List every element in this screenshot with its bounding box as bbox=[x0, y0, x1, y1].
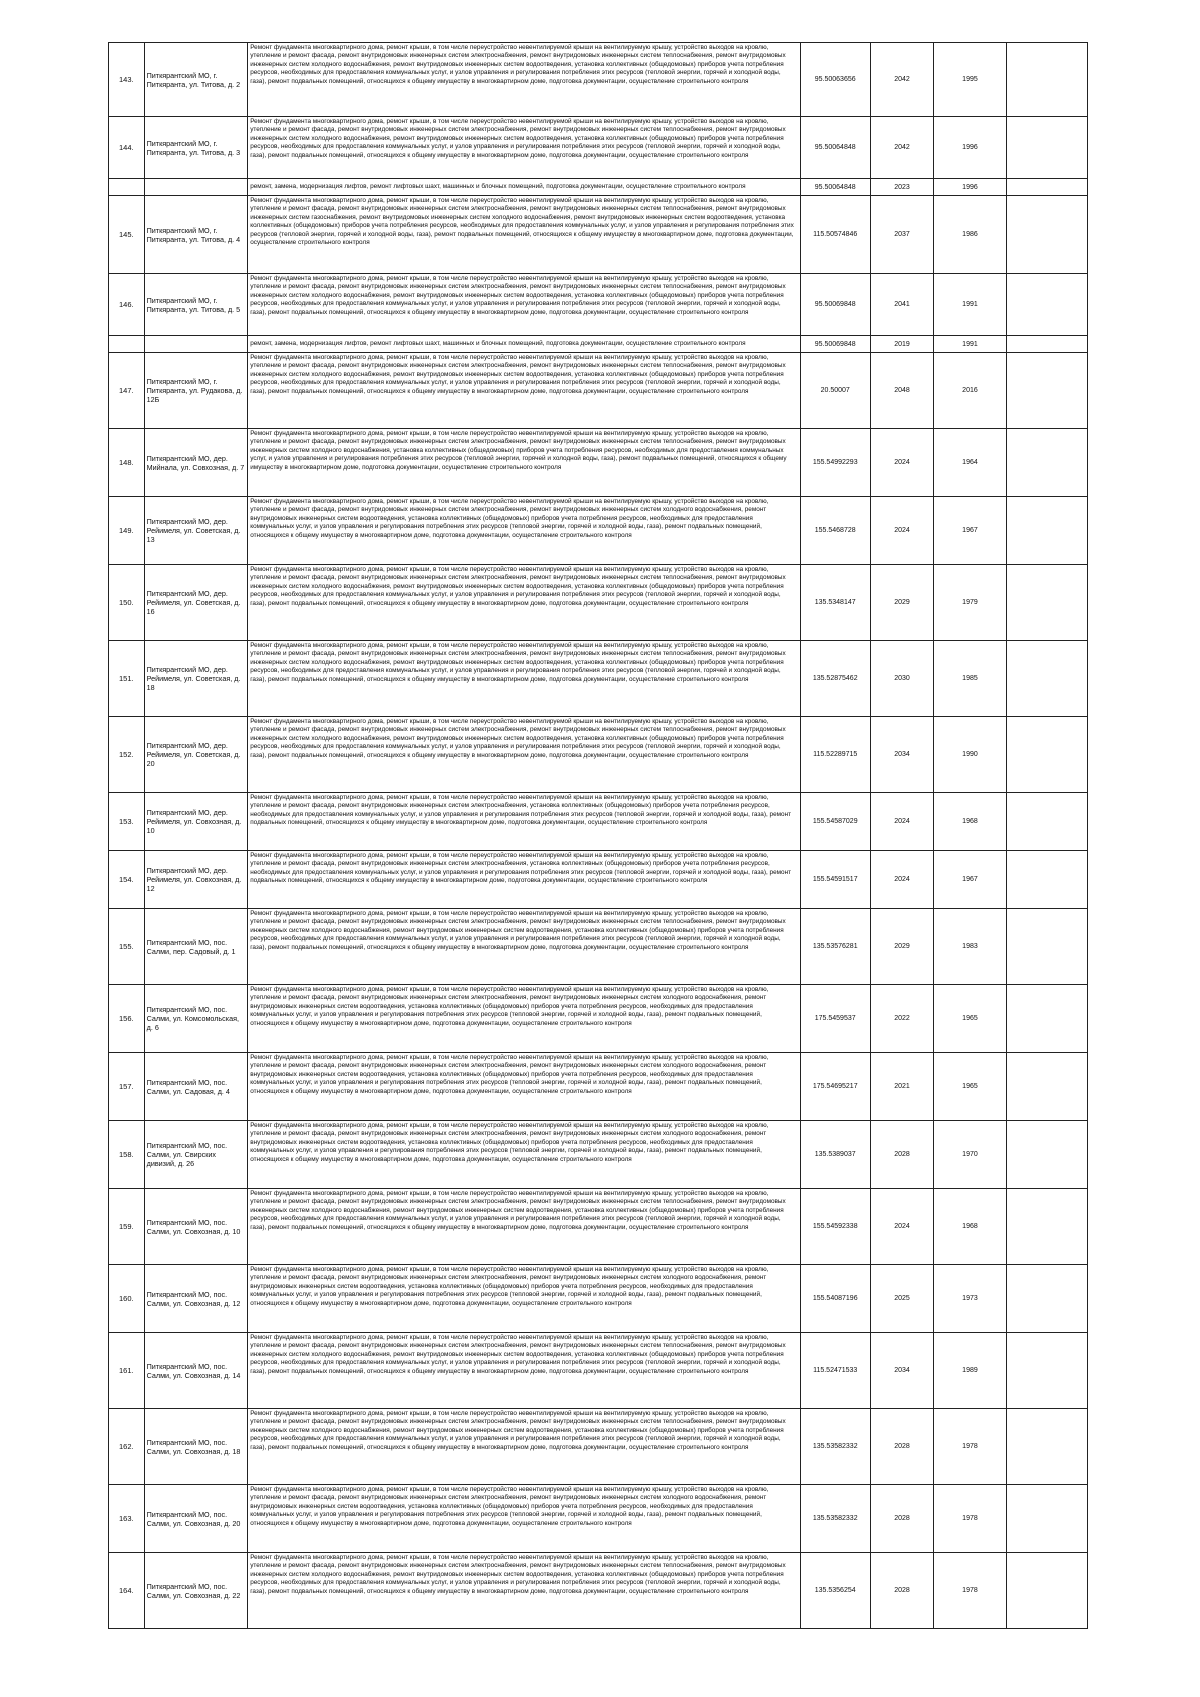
planned-year-cell: 2024 bbox=[870, 793, 933, 851]
row-number: 143. bbox=[109, 43, 145, 117]
works-description-cell: Ремонт фундамента многоквартирного дома, ремонт крыши, в том числе переустройство невентилируемой крыши на вентилируемую крышу, устройство выходов на кровлю, утепление и ремонт фасада, ремонт внутридомовых инженерных систем электроснабжения, ремонт внутридомовых инженерных систем теплоснабжения, ремонт внутридомовых инженерных систем холодного водоснабжения, ремонт внутридомовых инженерных систем водоотведения, установка коллективных (общедомовых) приборов учета потребления ресурсов, необходимых для предоставления коммунальных услуг, и узлов управления и регулирования потребления этих ресурсов (тепловой энергии, горячей и холодной воды, газа), ремонт подвальных помещений, относящихся к общему имуществу в многоквартирном доме, подготовка документации, осуществление строительного контроля bbox=[248, 1189, 800, 1265]
table-row bbox=[109, 1409, 1088, 1485]
address-cell: Питкярантский МО, пос. Салми, ул. Совхозная, д. 22 bbox=[144, 1553, 248, 1629]
works-description-cell: Ремонт фундамента многоквартирного дома, ремонт крыши, в том числе переустройство невентилируемой крыши на вентилируемую крышу, устройство выходов на кровлю, утепление и ремонт фасада, ремонт внутридомовых инженерных систем электроснабжения, ремонт внутридомовых инженерных систем холодного водоснабжения, ремонт внутридомовых инженерных систем водоотведения, установка коллективных (общедомовых) приборов учета потребления ресурсов, необходимых для предоставления коммунальных услуг, и узлов управления и регулирования потребления этих ресурсов (тепловой энергии, горячей и холодной воды, газа), ремонт подвальных помещений, относящихся к общему имуществу в многоквартирном доме, подготовка документации, осуществление строительного контроля bbox=[248, 1121, 800, 1189]
cost-per-sqm-cell: 155.54592338 bbox=[800, 1189, 870, 1265]
year-built-cell: 1983 bbox=[934, 909, 1006, 985]
works-description-cell: Ремонт фундамента многоквартирного дома, ремонт крыши, в том числе переустройство невентилируемой крыши на вентилируемую крышу, устройство выходов на кровлю, утепление и ремонт фасада, ремонт внутридомовых инженерных систем электроснабжения, ремонт внутридомовых инженерных систем холодного водоснабжения, ремонт внутридомовых инженерных систем водоотведения, установка коллективных (общедомовых) приборов учета потребления ресурсов, необходимых для предоставления коммунальных услуг, и узлов управления и регулирования потребления этих ресурсов (тепловой энергии, горячей и холодной воды, газа), ремонт подвальных помещений, относящихся к общему имуществу в многоквартирном доме, подготовка документации, осуществление строительного контроля bbox=[248, 1265, 800, 1333]
year-built-cell: 1991 bbox=[934, 274, 1006, 336]
address-cell: Питкярантский МО, пос. Салми, ул. Совхозная, д. 18 bbox=[144, 1409, 248, 1485]
year-built-cell: 1996 bbox=[934, 179, 1006, 196]
row-number: 164. bbox=[109, 1553, 145, 1629]
cost-per-sqm-cell: 135.53582332 bbox=[800, 1409, 870, 1485]
planned-year-cell: 2022 bbox=[870, 985, 933, 1053]
cost-per-sqm-cell: 155.5468728 bbox=[800, 497, 870, 565]
table-row bbox=[109, 179, 1088, 196]
year-built-cell: 1965 bbox=[934, 1053, 1006, 1121]
year-built-cell: 1986 bbox=[934, 196, 1006, 274]
year-built-cell: 1967 bbox=[934, 851, 1006, 909]
works-description-cell: Ремонт фундамента многоквартирного дома, ремонт крыши, в том числе переустройство невентилируемой крыши на вентилируемую крышу, устройство выходов на кровлю, утепление и ремонт фасада, ремонт внутридомовых инженерных систем электроснабжения, ремонт внутридомовых инженерных систем теплоснабжения, ремонт внутридомовых инженерных систем газоснабжения, ремонт внутридомовых инженерных систем холодного водоснабжения, ремонт внутридомовых инженерных систем водоотведения, установка коллективных (общедомовых) приборов учета потребления ресурсов, необходимых для предоставления коммунальных услуг, и узлов управления и регулирования потребления этих ресурсов (тепловой энергии, горячей и холодной воды, газа), ремонт подвальных помещений, относящихся к общему имуществу в многоквартирном доме, подготовка документации, осуществление строительного контроля bbox=[248, 196, 800, 274]
empty-cell bbox=[1006, 497, 1087, 565]
table-row bbox=[109, 851, 1088, 909]
works-description-cell: Ремонт фундамента многоквартирного дома, ремонт крыши, в том числе переустройство невентилируемой крыши на вентилируемую крышу, устройство выходов на кровлю, утепление и ремонт фасада, ремонт внутридомовых инженерных систем электроснабжения, ремонт внутридомовых инженерных систем теплоснабжения, ремонт внутридомовых инженерных систем холодного водоснабжения, ремонт внутридомовых инженерных систем водоотведения, установка коллективных (общедомовых) приборов учета потребления ресурсов, необходимых для предоставления коммунальных услуг, и узлов управления и регулирования потребления этих ресурсов (тепловой энергии, горячей и холодной воды, газа), ремонт подвальных помещений, относящихся к общему имуществу в многоквартирном доме, подготовка документации, осуществление строительного контроля bbox=[248, 274, 800, 336]
works-description-cell: Ремонт фундамента многоквартирного дома, ремонт крыши, в том числе переустройство невентилируемой крыши на вентилируемую крышу, устройство выходов на кровлю, утепление и ремонт фасада, ремонт внутридомовых инженерных систем электроснабжения, ремонт внутридомовых инженерных систем теплоснабжения, ремонт внутридомовых инженерных систем холодного водоснабжения, ремонт внутридомовых инженерных систем водоотведения, установка коллективных (общедомовых) приборов учета потребления ресурсов, необходимых для предоставления коммунальных услуг, и узлов управления и регулирования потребления этих ресурсов (тепловой энергии, горячей и холодной воды, газа), ремонт подвальных помещений, относящихся к общему имуществу в многоквартирном доме, подготовка документации, осуществление строительного контроля bbox=[248, 43, 800, 117]
year-built-cell: 1991 bbox=[934, 336, 1006, 353]
works-description-cell: Ремонт фундамента многоквартирного дома, ремонт крыши, в том числе переустройство невентилируемой крыши на вентилируемую крышу, устройство выходов на кровлю, утепление и ремонт фасада, ремонт внутридомовых инженерных систем электроснабжения, ремонт внутридомовых инженерных систем холодного водоснабжения, ремонт внутридомовых инженерных систем водоотведения, установка коллективных (общедомовых) приборов учета потребления ресурсов, необходимых для предоставления коммунальных услуг, и узлов управления и регулирования потребления этих ресурсов (тепловой энергии, горячей и холодной воды, газа), ремонт подвальных помещений, относящихся к общему имуществу в многоквартирном доме, подготовка документации, осуществление строительного контроля bbox=[248, 497, 800, 565]
table-row bbox=[109, 353, 1088, 429]
empty-cell bbox=[1006, 1333, 1087, 1409]
table-row bbox=[109, 497, 1088, 565]
row-number: 159. bbox=[109, 1189, 145, 1265]
cost-per-sqm-cell: 155.54587029 bbox=[800, 793, 870, 851]
row-number: 154. bbox=[109, 851, 145, 909]
address-cell: Питкярантский МО, пос. Салми, ул. Совхозная, д. 14 bbox=[144, 1333, 248, 1409]
table-row bbox=[109, 196, 1088, 274]
empty-cell bbox=[1006, 793, 1087, 851]
row-number: 150. bbox=[109, 565, 145, 641]
works-description-cell: Ремонт фундамента многоквартирного дома, ремонт крыши, в том числе переустройство невентилируемой крыши на вентилируемую крышу, устройство выходов на кровлю, утепление и ремонт фасада, ремонт внутридомовых инженерных систем электроснабжения, ремонт внутридомовых инженерных систем теплоснабжения, ремонт внутридомовых инженерных систем холодного водоснабжения, ремонт внутридомовых инженерных систем водоотведения, установка коллективных (общедомовых) приборов учета потребления ресурсов, необходимых для предоставления коммунальных услуг, и узлов управления и регулирования потребления этих ресурсов (тепловой энергии, горячей и холодной воды, газа), ремонт подвальных помещений, относящихся к общему имуществу в многоквартирном доме, подготовка документации, осуществление строительного контроля bbox=[248, 909, 800, 985]
address-cell: Питкярантский МО, пос. Салми, ул. Свирских дивизий, д. 26 bbox=[144, 1121, 248, 1189]
table-row bbox=[109, 117, 1088, 179]
year-built-cell: 1995 bbox=[934, 43, 1006, 117]
year-built-cell: 2016 bbox=[934, 353, 1006, 429]
cost-per-sqm-cell: 115.52471533 bbox=[800, 1333, 870, 1409]
year-built-cell: 1964 bbox=[934, 429, 1006, 497]
planned-year-cell: 2024 bbox=[870, 497, 933, 565]
address-cell: Питкярантский МО, дер. Рейимеля, ул. Совхозная, д. 12 bbox=[144, 851, 248, 909]
row-number: 157. bbox=[109, 1053, 145, 1121]
address-cell bbox=[144, 179, 248, 196]
row-number: 155. bbox=[109, 909, 145, 985]
works-description-cell: Ремонт фундамента многоквартирного дома, ремонт крыши, в том числе переустройство невентилируемой крыши на вентилируемую крышу, устройство выходов на кровлю, утепление и ремонт фасада, ремонт внутридомовых инженерных систем электроснабжения, ремонт внутридомовых инженерных систем теплоснабжения, ремонт внутридомовых инженерных систем холодного водоснабжения, ремонт внутридомовых инженерных систем водоотведения, установка коллективных (общедомовых) приборов учета потребления ресурсов, необходимых для предоставления коммунальных услуг, и узлов управления и регулирования потребления этих ресурсов (тепловой энергии, горячей и холодной воды, газа), ремонт подвальных помещений, относящихся к общему имуществу в многоквартирном доме, подготовка документации, осуществление строительного контроля bbox=[248, 353, 800, 429]
cost-per-sqm-cell: 115.52289715 bbox=[800, 717, 870, 793]
planned-year-cell: 2041 bbox=[870, 274, 933, 336]
works-description-cell: Ремонт фундамента многоквартирного дома, ремонт крыши, в том числе переустройство невентилируемой крыши на вентилируемую крышу, устройство выходов на кровлю, утепление и ремонт фасада, ремонт внутридомовых инженерных систем электроснабжения, ремонт внутридомовых инженерных систем теплоснабжения, ремонт внутридомовых инженерных систем холодного водоснабжения, установка коллективных (общедомовых) приборов учета потребления ресурсов, необходимых для предоставления коммунальных услуг, и узлов управления и регулирования потребления этих ресурсов (тепловой энергии, горячей и холодной воды, газа), ремонт подвальных помещений, относящихся к общему имуществу в многоквартирном доме, подготовка документации, осуществление строительного контроля bbox=[248, 429, 800, 497]
planned-year-cell: 2024 bbox=[870, 429, 933, 497]
works-description-cell: ремонт, замена, модернизация лифтов, ремонт лифтовых шахт, машинных и блочных помещений, подготовка документации, осуществление строительного контроля bbox=[248, 336, 800, 353]
cost-per-sqm-cell: 135.5389037 bbox=[800, 1121, 870, 1189]
works-description-cell: Ремонт фундамента многоквартирного дома, ремонт крыши, в том числе переустройство невентилируемой крыши на вентилируемую крышу, устройство выходов на кровлю, утепление и ремонт фасада, ремонт внутридомовых инженерных систем электроснабжения, ремонт внутридомовых инженерных систем холодного водоснабжения, ремонт внутридомовых инженерных систем водоотведения, установка коллективных (общедомовых) приборов учета потребления ресурсов, необходимых для предоставления коммунальных услуг, и узлов управления и регулирования потребления этих ресурсов (тепловой энергии, горячей и холодной воды, газа), ремонт подвальных помещений, относящихся к общему имуществу в многоквартирном доме, подготовка документации, осуществление строительного контроля bbox=[248, 1053, 800, 1121]
address-cell: Питкярантский МО, пос. Салми, ул. Комсомольская, д. 6 bbox=[144, 985, 248, 1053]
table-row bbox=[109, 717, 1088, 793]
year-built-cell: 1978 bbox=[934, 1553, 1006, 1629]
table-row bbox=[109, 429, 1088, 497]
empty-cell bbox=[1006, 353, 1087, 429]
year-built-cell: 1989 bbox=[934, 1333, 1006, 1409]
address-cell: Питкярантский МО, пос. Салми, ул. Совхозная, д. 12 bbox=[144, 1265, 248, 1333]
row-number: 156. bbox=[109, 985, 145, 1053]
table-row bbox=[109, 1333, 1088, 1409]
table-row bbox=[109, 565, 1088, 641]
row-number bbox=[109, 336, 145, 353]
row-number: 147. bbox=[109, 353, 145, 429]
table-row bbox=[109, 43, 1088, 117]
planned-year-cell: 2042 bbox=[870, 43, 933, 117]
cost-per-sqm-cell: 155.54591517 bbox=[800, 851, 870, 909]
planned-year-cell: 2042 bbox=[870, 117, 933, 179]
empty-cell bbox=[1006, 641, 1087, 717]
address-cell: Питкярантский МО, дер. Рейимеля, ул. Советская, д. 13 bbox=[144, 497, 248, 565]
empty-cell bbox=[1006, 336, 1087, 353]
planned-year-cell: 2023 bbox=[870, 179, 933, 196]
cost-per-sqm-cell: 175.5459537 bbox=[800, 985, 870, 1053]
year-built-cell: 1967 bbox=[934, 497, 1006, 565]
planned-year-cell: 2024 bbox=[870, 851, 933, 909]
planned-year-cell: 2024 bbox=[870, 1189, 933, 1265]
table-row bbox=[109, 336, 1088, 353]
planned-year-cell: 2021 bbox=[870, 1053, 933, 1121]
works-description-cell: Ремонт фундамента многоквартирного дома, ремонт крыши, в том числе переустройство невентилируемой крыши на вентилируемую крышу, устройство выходов на кровлю, утепление и ремонт фасада, ремонт внутридомовых инженерных систем электроснабжения, ремонт внутридомовых инженерных систем теплоснабжения, ремонт внутридомовых инженерных систем холодного водоснабжения, ремонт внутридомовых инженерных систем водоотведения, установка коллективных (общедомовых) приборов учета потребления ресурсов, необходимых для предоставления коммунальных услуг, и узлов управления и регулирования потребления этих ресурсов (тепловой энергии, горячей и холодной воды, газа), ремонт подвальных помещений, относящихся к общему имуществу в многоквартирном доме, подготовка документации, осуществление строительного контроля bbox=[248, 117, 800, 179]
table-row bbox=[109, 1265, 1088, 1333]
cost-per-sqm-cell: 95.50069848 bbox=[800, 274, 870, 336]
address-cell: Питкярантский МО, г. Питкяранта, ул. Рудакова, д. 12Б bbox=[144, 353, 248, 429]
cost-per-sqm-cell: 115.50574846 bbox=[800, 196, 870, 274]
works-description-cell: Ремонт фундамента многоквартирного дома, ремонт крыши, в том числе переустройство невентилируемой крыши на вентилируемую крышу, устройство выходов на кровлю, утепление и ремонт фасада, ремонт внутридомовых инженерных систем электроснабжения, ремонт внутридомовых инженерных систем теплоснабжения, ремонт внутридомовых инженерных систем холодного водоснабжения, ремонт внутридомовых инженерных систем водоотведения, установка коллективных (общедомовых) приборов учета потребления ресурсов, необходимых для предоставления коммунальных услуг, и узлов управления и регулирования потребления этих ресурсов (тепловой энергии, горячей и холодной воды, газа), ремонт подвальных помещений, относящихся к общему имуществу в многоквартирном доме, подготовка документации, осуществление строительного контроля bbox=[248, 1409, 800, 1485]
cost-per-sqm-cell: 155.54992293 bbox=[800, 429, 870, 497]
planned-year-cell: 2028 bbox=[870, 1485, 933, 1553]
table-row bbox=[109, 274, 1088, 336]
address-cell: Питкярантский МО, пос. Салми, ул. Совхозная, д. 10 bbox=[144, 1189, 248, 1265]
row-number: 151. bbox=[109, 641, 145, 717]
empty-cell bbox=[1006, 1485, 1087, 1553]
cost-per-sqm-cell: 95.50063656 bbox=[800, 43, 870, 117]
planned-year-cell: 2030 bbox=[870, 641, 933, 717]
address-cell: Питкярантский МО, дер. Рейимеля, ул. Советская, д. 16 bbox=[144, 565, 248, 641]
empty-cell bbox=[1006, 1265, 1087, 1333]
planned-year-cell: 2029 bbox=[870, 909, 933, 985]
row-number: 144. bbox=[109, 117, 145, 179]
table-row bbox=[109, 793, 1088, 851]
row-number: 152. bbox=[109, 717, 145, 793]
address-cell: Питкярантский МО, пос. Салми, ул. Совхозная, д. 20 bbox=[144, 1485, 248, 1553]
year-built-cell: 1973 bbox=[934, 1265, 1006, 1333]
table-body bbox=[109, 43, 1088, 1629]
row-number: 148. bbox=[109, 429, 145, 497]
empty-cell bbox=[1006, 43, 1087, 117]
table-row bbox=[109, 1121, 1088, 1189]
address-cell: Питкярантский МО, г. Питкяранта, ул. Титова, д. 3 bbox=[144, 117, 248, 179]
planned-year-cell: 2037 bbox=[870, 196, 933, 274]
empty-cell bbox=[1006, 851, 1087, 909]
planned-year-cell: 2025 bbox=[870, 1265, 933, 1333]
table-row bbox=[109, 641, 1088, 717]
address-cell: Питкярантский МО, г. Питкяранта, ул. Титова, д. 4 bbox=[144, 196, 248, 274]
empty-cell bbox=[1006, 1053, 1087, 1121]
cost-per-sqm-cell: 135.52875462 bbox=[800, 641, 870, 717]
works-description-cell: Ремонт фундамента многоквартирного дома, ремонт крыши, в том числе переустройство невентилируемой крыши на вентилируемую крышу, устройство выходов на кровлю, утепление и ремонт фасада, ремонт внутридомовых инженерных систем электроснабжения, ремонт внутридомовых инженерных систем теплоснабжения, ремонт внутридомовых инженерных систем холодного водоснабжения, ремонт внутридомовых инженерных систем водоотведения, установка коллективных (общедомовых) приборов учета потребления ресурсов, необходимых для предоставления коммунальных услуг, и узлов управления и регулирования потребления этих ресурсов (тепловой энергии, горячей и холодной воды, газа), ремонт подвальных помещений, относящихся к общему имуществу в многоквартирном доме, подготовка документации, осуществление строительного контроля bbox=[248, 1333, 800, 1409]
works-description-cell: Ремонт фундамента многоквартирного дома, ремонт крыши, в том числе переустройство невентилируемой крыши на вентилируемую крышу, устройство выходов на кровлю, утепление и ремонт фасада, ремонт внутридомовых инженерных систем электроснабжения, установка коллективных (общедомовых) приборов учета потребления ресурсов, необходимых для предоставления коммунальных услуг, и узлов управления и регулирования потребления этих ресурсов (тепловой энергии, горячей и холодной воды, газа), ремонт подвальных помещений, относящихся к общему имуществу в многоквартирном доме, подготовка документации, осуществление строительного контроля bbox=[248, 851, 800, 909]
row-number: 163. bbox=[109, 1485, 145, 1553]
cost-per-sqm-cell: 95.50064848 bbox=[800, 117, 870, 179]
year-built-cell: 1990 bbox=[934, 717, 1006, 793]
works-description-cell: Ремонт фундамента многоквартирного дома, ремонт крыши, в том числе переустройство невентилируемой крыши на вентилируемую крышу, устройство выходов на кровлю, утепление и ремонт фасада, ремонт внутридомовых инженерных систем электроснабжения, ремонт внутридомовых инженерных систем теплоснабжения, ремонт внутридомовых инженерных систем холодного водоснабжения, ремонт внутридомовых инженерных систем водоотведения, установка коллективных (общедомовых) приборов учета потребления ресурсов, необходимых для предоставления коммунальных услуг, и узлов управления и регулирования потребления этих ресурсов (тепловой энергии, горячей и холодной воды, газа), ремонт подвальных помещений, относящихся к общему имуществу в многоквартирном доме, подготовка документации, осуществление строительного контроля bbox=[248, 1553, 800, 1629]
table-row bbox=[109, 1485, 1088, 1553]
row-number: 146. bbox=[109, 274, 145, 336]
planned-year-cell: 2048 bbox=[870, 353, 933, 429]
planned-year-cell: 2028 bbox=[870, 1121, 933, 1189]
year-built-cell: 1965 bbox=[934, 985, 1006, 1053]
row-number: 162. bbox=[109, 1409, 145, 1485]
works-description-cell: Ремонт фундамента многоквартирного дома, ремонт крыши, в том числе переустройство невентилируемой крыши на вентилируемую крышу, устройство выходов на кровлю, утепление и ремонт фасада, ремонт внутридомовых инженерных систем электроснабжения, ремонт внутридомовых инженерных систем теплоснабжения, ремонт внутридомовых инженерных систем холодного водоснабжения, ремонт внутридомовых инженерных систем водоотведения, установка коллективных (общедомовых) приборов учета потребления ресурсов, необходимых для предоставления коммунальных услуг, и узлов управления и регулирования потребления этих ресурсов (тепловой энергии, горячей и холодной воды, газа), ремонт подвальных помещений, относящихся к общему имуществу в многоквартирном доме, подготовка документации, осуществление строительного контроля bbox=[248, 565, 800, 641]
repair-program-table bbox=[108, 42, 1088, 1629]
cost-per-sqm-cell: 135.5356254 bbox=[800, 1553, 870, 1629]
works-description-cell: Ремонт фундамента многоквартирного дома, ремонт крыши, в том числе переустройство невентилируемой крыши на вентилируемую крышу, устройство выходов на кровлю, утепление и ремонт фасада, ремонт внутридомовых инженерных систем электроснабжения, ремонт внутридомовых инженерных систем теплоснабжения, ремонт внутридомовых инженерных систем холодного водоснабжения, ремонт внутридомовых инженерных систем водоотведения, установка коллективных (общедомовых) приборов учета потребления ресурсов, необходимых для предоставления коммунальных услуг, и узлов управления и регулирования потребления этих ресурсов (тепловой энергии, горячей и холодной воды, газа), ремонт подвальных помещений, относящихся к общему имуществу в многоквартирном доме, подготовка документации, осуществление строительного контроля bbox=[248, 641, 800, 717]
row-number: 161. bbox=[109, 1333, 145, 1409]
works-description-cell: Ремонт фундамента многоквартирного дома, ремонт крыши, в том числе переустройство невентилируемой крыши на вентилируемую крышу, устройство выходов на кровлю, утепление и ремонт фасада, ремонт внутридомовых инженерных систем электроснабжения, ремонт внутридомовых инженерных систем холодного водоснабжения, ремонт внутридомовых инженерных систем водоотведения, установка коллективных (общедомовых) приборов учета потребления ресурсов, необходимых для предоставления коммунальных услуг, и узлов управления и регулирования потребления этих ресурсов (тепловой энергии, горячей и холодной воды, газа), ремонт подвальных помещений, относящихся к общему имуществу в многоквартирном доме, подготовка документации, осуществление строительного контроля bbox=[248, 1485, 800, 1553]
empty-cell bbox=[1006, 196, 1087, 274]
table-row bbox=[109, 1553, 1088, 1629]
document-page bbox=[108, 42, 1088, 1629]
planned-year-cell: 2028 bbox=[870, 1409, 933, 1485]
address-cell: Питкярантский МО, дер. Мийнала, ул. Совхозная, д. 7 bbox=[144, 429, 248, 497]
planned-year-cell: 2028 bbox=[870, 1553, 933, 1629]
empty-cell bbox=[1006, 1409, 1087, 1485]
empty-cell bbox=[1006, 909, 1087, 985]
address-cell: Питкярантский МО, пос. Салми, ул. Садовая, д. 4 bbox=[144, 1053, 248, 1121]
year-built-cell: 1968 bbox=[934, 793, 1006, 851]
cost-per-sqm-cell: 95.50069848 bbox=[800, 336, 870, 353]
planned-year-cell: 2034 bbox=[870, 1333, 933, 1409]
empty-cell bbox=[1006, 565, 1087, 641]
address-cell: Питкярантский МО, дер. Рейимеля, ул. Советская, д. 20 bbox=[144, 717, 248, 793]
empty-cell bbox=[1006, 985, 1087, 1053]
row-number: 145. bbox=[109, 196, 145, 274]
empty-cell bbox=[1006, 429, 1087, 497]
planned-year-cell: 2034 bbox=[870, 717, 933, 793]
works-description-cell: ремонт, замена, модернизация лифтов, ремонт лифтовых шахт, машинных и блочных помещений, подготовка документации, осуществление строительного контроля bbox=[248, 179, 800, 196]
address-cell: Питкярантский МО, пос. Салми, пер. Садовый, д. 1 bbox=[144, 909, 248, 985]
row-number: 153. bbox=[109, 793, 145, 851]
row-number: 160. bbox=[109, 1265, 145, 1333]
works-description-cell: Ремонт фундамента многоквартирного дома, ремонт крыши, в том числе переустройство невентилируемой крыши на вентилируемую крышу, устройство выходов на кровлю, утепление и ремонт фасада, ремонт внутридомовых инженерных систем электроснабжения, ремонт внутридомовых инженерных систем теплоснабжения, ремонт внутридомовых инженерных систем холодного водоснабжения, ремонт внутридомовых инженерных систем водоотведения, установка коллективных (общедомовых) приборов учета потребления ресурсов, необходимых для предоставления коммунальных услуг, и узлов управления и регулирования потребления этих ресурсов (тепловой энергии, горячей и холодной воды, газа), ремонт подвальных помещений, относящихся к общему имуществу в многоквартирном доме, подготовка документации, осуществление строительного контроля bbox=[248, 717, 800, 793]
year-built-cell: 1985 bbox=[934, 641, 1006, 717]
year-built-cell: 1968 bbox=[934, 1189, 1006, 1265]
table-row bbox=[109, 985, 1088, 1053]
row-number: 149. bbox=[109, 497, 145, 565]
year-built-cell: 1978 bbox=[934, 1409, 1006, 1485]
empty-cell bbox=[1006, 717, 1087, 793]
table-row bbox=[109, 909, 1088, 985]
row-number: 158. bbox=[109, 1121, 145, 1189]
empty-cell bbox=[1006, 1553, 1087, 1629]
planned-year-cell: 2029 bbox=[870, 565, 933, 641]
table-row bbox=[109, 1053, 1088, 1121]
empty-cell bbox=[1006, 274, 1087, 336]
row-number bbox=[109, 179, 145, 196]
works-description-cell: Ремонт фундамента многоквартирного дома, ремонт крыши, в том числе переустройство невентилируемой крыши на вентилируемую крышу, устройство выходов на кровлю, утепление и ремонт фасада, ремонт внутридомовых инженерных систем электроснабжения, установка коллективных (общедомовых) приборов учета потребления ресурсов, необходимых для предоставления коммунальных услуг, и узлов управления и регулирования потребления этих ресурсов (тепловой энергии, горячей и холодной воды, газа), ремонт подвальных помещений, относящихся к общему имуществу в многоквартирном доме, подготовка документации, осуществление строительного контроля bbox=[248, 793, 800, 851]
address-cell: Питкярантский МО, г. Питкяранта, ул. Титова, д. 2 bbox=[144, 43, 248, 117]
address-cell bbox=[144, 336, 248, 353]
address-cell: Питкярантский МО, г. Питкяранта, ул. Титова, д. 5 bbox=[144, 274, 248, 336]
year-built-cell: 1970 bbox=[934, 1121, 1006, 1189]
planned-year-cell: 2019 bbox=[870, 336, 933, 353]
cost-per-sqm-cell: 135.53576281 bbox=[800, 909, 870, 985]
empty-cell bbox=[1006, 117, 1087, 179]
empty-cell bbox=[1006, 1121, 1087, 1189]
works-description-cell: Ремонт фундамента многоквартирного дома, ремонт крыши, в том числе переустройство невентилируемой крыши на вентилируемую крышу, устройство выходов на кровлю, утепление и ремонт фасада, ремонт внутридомовых инженерных систем электроснабжения, ремонт внутридомовых инженерных систем холодного водоснабжения, ремонт внутридомовых инженерных систем водоотведения, установка коллективных (общедомовых) приборов учета потребления ресурсов, необходимых для предоставления коммунальных услуг, и узлов управления и регулирования потребления этих ресурсов (тепловой энергии, горячей и холодной воды, газа), ремонт подвальных помещений, относящихся к общему имуществу в многоквартирном доме, подготовка документации, осуществление строительного контроля bbox=[248, 985, 800, 1053]
year-built-cell: 1996 bbox=[934, 117, 1006, 179]
empty-cell bbox=[1006, 179, 1087, 196]
cost-per-sqm-cell: 135.53582332 bbox=[800, 1485, 870, 1553]
table-row bbox=[109, 1189, 1088, 1265]
year-built-cell: 1978 bbox=[934, 1485, 1006, 1553]
cost-per-sqm-cell: 95.50064848 bbox=[800, 179, 870, 196]
cost-per-sqm-cell: 155.54087196 bbox=[800, 1265, 870, 1333]
cost-per-sqm-cell: 20.50007 bbox=[800, 353, 870, 429]
year-built-cell: 1979 bbox=[934, 565, 1006, 641]
cost-per-sqm-cell: 135.5348147 bbox=[800, 565, 870, 641]
cost-per-sqm-cell: 175.54695217 bbox=[800, 1053, 870, 1121]
address-cell: Питкярантский МО, дер. Рейимеля, ул. Советская, д. 18 bbox=[144, 641, 248, 717]
empty-cell bbox=[1006, 1189, 1087, 1265]
address-cell: Питкярантский МО, дер. Рейимеля, ул. Совхозная, д. 10 bbox=[144, 793, 248, 851]
